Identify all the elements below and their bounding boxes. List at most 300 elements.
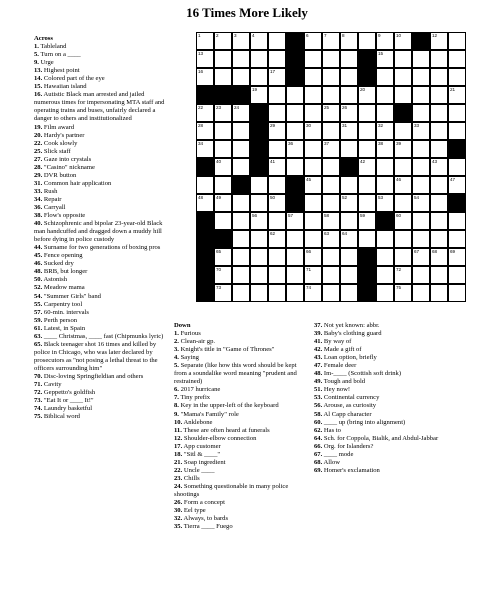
clue-text: ____ up (bring into alignment): [323, 418, 406, 426]
cell-number: 36: [288, 141, 294, 146]
clue-number: 74.: [34, 405, 43, 413]
grid-block: [196, 266, 214, 284]
cell-number: 3: [234, 33, 237, 38]
clue-item: [34, 397, 170, 405]
grid-cell[interactable]: [322, 104, 340, 122]
clue-number: 28.: [34, 163, 43, 171]
grid-cell[interactable]: [322, 248, 340, 266]
grid-cell[interactable]: [430, 122, 448, 140]
grid-cell[interactable]: [448, 266, 466, 284]
grid-cell[interactable]: [358, 212, 376, 230]
clue-number: 25.: [34, 147, 43, 155]
grid-cell[interactable]: [340, 212, 358, 230]
cell-number: 73: [216, 285, 222, 290]
grid-cell[interactable]: [286, 104, 304, 122]
grid-cell[interactable]: [322, 212, 340, 230]
grid-cell[interactable]: [376, 122, 394, 140]
clue-number: 48.: [34, 268, 43, 276]
clue-number: 40.: [34, 220, 43, 228]
grid-cell[interactable]: [286, 284, 304, 302]
grid-cell[interactable]: [322, 68, 340, 86]
grid-cell[interactable]: [268, 176, 286, 194]
grid-cell[interactable]: [430, 68, 448, 86]
grid-cell[interactable]: [250, 176, 268, 194]
cell-number: 39: [396, 141, 402, 146]
clue-number: 29.: [34, 171, 43, 179]
grid-cell[interactable]: [358, 176, 376, 194]
clue-item: [34, 156, 170, 164]
grid-cell[interactable]: [322, 32, 340, 50]
grid-cell[interactable]: [412, 104, 430, 122]
cell-number: 6: [306, 33, 309, 38]
grid-cell[interactable]: [286, 140, 304, 158]
grid-cell[interactable]: [214, 176, 232, 194]
grid-cell[interactable]: [268, 104, 286, 122]
grid-cell[interactable]: [448, 104, 466, 122]
clue-text: Surname for two generations of boxing pros: [43, 244, 161, 252]
grid-cell[interactable]: [232, 32, 250, 50]
grid-cell[interactable]: [376, 140, 394, 158]
clue-number: 73.: [34, 397, 43, 405]
grid-cell[interactable]: [322, 194, 340, 212]
clue-number: 20.: [34, 131, 43, 139]
cell-number: 54: [414, 195, 420, 200]
grid-cell[interactable]: [304, 68, 322, 86]
clue-text: Im-____ (Scottish soft drink): [323, 370, 402, 378]
grid-cell[interactable]: [376, 266, 394, 284]
grid-cell[interactable]: [376, 104, 394, 122]
grid-cell[interactable]: [268, 86, 286, 104]
clue-item: [314, 354, 462, 362]
clue-number: 60.: [314, 418, 323, 426]
grid-cell[interactable]: [340, 50, 358, 68]
grid-cell[interactable]: [412, 158, 430, 176]
grid-block: [358, 266, 376, 284]
grid-cell[interactable]: [448, 158, 466, 176]
grid-cell[interactable]: [286, 158, 304, 176]
grid-cell[interactable]: [214, 104, 232, 122]
clue-item: [34, 59, 170, 67]
grid-cell[interactable]: [412, 122, 430, 140]
grid-cell[interactable]: [448, 248, 466, 266]
grid-cell[interactable]: [304, 32, 322, 50]
grid-cell[interactable]: [394, 284, 412, 302]
grid-cell[interactable]: [304, 158, 322, 176]
grid-cell[interactable]: [196, 194, 214, 212]
grid-cell[interactable]: [412, 212, 430, 230]
clue-number: 37.: [314, 322, 323, 329]
grid-cell[interactable]: [394, 248, 412, 266]
grid-cell[interactable]: [214, 68, 232, 86]
grid-cell[interactable]: [232, 158, 250, 176]
grid-cell[interactable]: [394, 140, 412, 158]
grid-cell[interactable]: [250, 68, 268, 86]
grid-cell[interactable]: [304, 230, 322, 248]
grid-block: [412, 32, 430, 50]
grid-cell[interactable]: [196, 176, 214, 194]
clue-text: Perth person: [43, 316, 78, 324]
grid-block: [358, 284, 376, 302]
clue-item: [314, 419, 462, 427]
clue-text: Always, to bards: [183, 515, 229, 523]
grid-cell[interactable]: [430, 158, 448, 176]
clue-item: [174, 451, 310, 459]
clue-item: [314, 451, 462, 459]
grid-cell[interactable]: [250, 230, 268, 248]
grid-cell[interactable]: [268, 284, 286, 302]
grid-cell[interactable]: [304, 248, 322, 266]
grid-cell[interactable]: [196, 140, 214, 158]
grid-cell[interactable]: [412, 50, 430, 68]
grid-cell[interactable]: [304, 122, 322, 140]
clue-item: [34, 317, 170, 325]
clue-text: Carpentry tool: [43, 300, 83, 308]
grid-cell[interactable]: [394, 122, 412, 140]
clue-number: 9.: [34, 59, 39, 67]
grid-cell[interactable]: [232, 68, 250, 86]
grid-block: [214, 86, 232, 104]
grid-cell[interactable]: [340, 32, 358, 50]
grid-cell[interactable]: [448, 284, 466, 302]
grid-cell[interactable]: [412, 86, 430, 104]
grid-cell[interactable]: [196, 50, 214, 68]
grid-cell[interactable]: [232, 50, 250, 68]
cell-number: 43: [432, 159, 438, 164]
grid-cell[interactable]: [340, 230, 358, 248]
grid-cell[interactable]: [268, 212, 286, 230]
grid-cell[interactable]: [250, 212, 268, 230]
grid-cell[interactable]: [286, 248, 304, 266]
grid-cell[interactable]: [358, 122, 376, 140]
cell-number: 58: [324, 213, 330, 218]
clue-item: [34, 252, 170, 260]
clue-number: 6.: [174, 386, 179, 394]
grid-cell[interactable]: [214, 284, 232, 302]
cell-number: 23: [216, 105, 222, 110]
grid-cell[interactable]: [322, 158, 340, 176]
grid-cell[interactable]: [232, 248, 250, 266]
grid-cell[interactable]: [286, 266, 304, 284]
grid-cell[interactable]: [376, 194, 394, 212]
grid-cell[interactable]: [268, 230, 286, 248]
grid-cell[interactable]: [196, 32, 214, 50]
cell-number: 28: [198, 123, 204, 128]
grid-cell[interactable]: [214, 194, 232, 212]
grid-cell[interactable]: [430, 140, 448, 158]
clue-number: 52.: [34, 284, 43, 292]
grid-cell[interactable]: [232, 140, 250, 158]
grid-cell[interactable]: [412, 176, 430, 194]
grid-cell[interactable]: [214, 266, 232, 284]
grid-cell[interactable]: [358, 158, 376, 176]
clue-number: 31.: [34, 179, 43, 187]
grid-cell[interactable]: [394, 158, 412, 176]
grid-block: [232, 86, 250, 104]
grid-cell[interactable]: [322, 50, 340, 68]
cell-number: 50: [270, 195, 276, 200]
clue-item: [314, 346, 462, 354]
clue-text: Meadow mama: [43, 284, 85, 292]
clue-number: 26.: [174, 499, 183, 507]
grid-cell[interactable]: [412, 230, 430, 248]
clue-number: 50.: [34, 276, 43, 284]
grid-cell[interactable]: [322, 122, 340, 140]
clue-text: Continental currency: [323, 394, 380, 402]
clue-item: [34, 132, 170, 140]
grid-cell[interactable]: [394, 50, 412, 68]
grid-cell[interactable]: [196, 104, 214, 122]
grid-cell[interactable]: [412, 194, 430, 212]
clue-number: 12.: [174, 434, 183, 442]
grid-cell[interactable]: [196, 68, 214, 86]
clue-number: 21.: [174, 458, 183, 466]
grid-cell[interactable]: [268, 194, 286, 212]
grid-cell[interactable]: [448, 176, 466, 194]
clue-text: BRB, but longer: [43, 268, 88, 276]
down-clues-continued: [314, 322, 462, 475]
grid-cell[interactable]: [430, 230, 448, 248]
clue-text: These are often heard at funerals: [183, 426, 270, 434]
clue-number: 41.: [314, 338, 323, 346]
cell-number: 67: [414, 249, 420, 254]
grid-cell[interactable]: [358, 104, 376, 122]
grid-cell[interactable]: [232, 230, 250, 248]
grid-block: [196, 230, 214, 248]
grid-cell[interactable]: [448, 86, 466, 104]
grid-cell[interactable]: [358, 194, 376, 212]
grid-cell[interactable]: [322, 284, 340, 302]
grid-cell[interactable]: [322, 176, 340, 194]
grid-cell[interactable]: [232, 194, 250, 212]
clue-item: [174, 346, 310, 354]
grid-cell[interactable]: [448, 212, 466, 230]
clue-item: [34, 164, 170, 172]
grid-cell[interactable]: [430, 194, 448, 212]
clue-item: [174, 427, 310, 435]
clue-number: 69.: [314, 466, 323, 474]
grid-cell[interactable]: [448, 32, 466, 50]
clue-item: [34, 309, 170, 317]
grid-cell[interactable]: [232, 212, 250, 230]
grid-cell[interactable]: [394, 194, 412, 212]
grid-cell[interactable]: [268, 50, 286, 68]
grid-cell[interactable]: [304, 140, 322, 158]
grid-cell[interactable]: [376, 158, 394, 176]
grid-cell[interactable]: [214, 158, 232, 176]
clue-item: [314, 322, 462, 330]
grid-cell[interactable]: [394, 176, 412, 194]
grid-cell[interactable]: [394, 68, 412, 86]
cell-number: 71: [306, 267, 312, 272]
clue-number: 46.: [34, 260, 43, 268]
grid-cell[interactable]: [340, 176, 358, 194]
grid-cell[interactable]: [448, 230, 466, 248]
clue-number: 19.: [34, 123, 43, 131]
clue-text: Flow's opposite: [43, 212, 86, 220]
grid-cell[interactable]: [304, 86, 322, 104]
grid-cell[interactable]: [286, 86, 304, 104]
grid-cell[interactable]: [268, 32, 286, 50]
grid-cell[interactable]: [340, 284, 358, 302]
grid-cell[interactable]: [376, 86, 394, 104]
grid-cell[interactable]: [304, 104, 322, 122]
grid-cell[interactable]: [286, 122, 304, 140]
clue-item: [34, 381, 170, 389]
grid-cell[interactable]: [250, 86, 268, 104]
grid-cell[interactable]: [430, 50, 448, 68]
grid-cell[interactable]: [268, 68, 286, 86]
clue-number: 49.: [314, 378, 323, 386]
grid-cell[interactable]: [412, 140, 430, 158]
clue-number: 23.: [174, 474, 183, 482]
clue-text: Furious: [180, 330, 201, 338]
grid-cell[interactable]: [376, 68, 394, 86]
grid-cell[interactable]: [448, 68, 466, 86]
grid-cell[interactable]: [376, 230, 394, 248]
grid-cell[interactable]: [214, 50, 232, 68]
cell-number: 29: [270, 123, 276, 128]
clue-number: 55.: [34, 300, 43, 308]
cell-number: 60: [396, 213, 402, 218]
cell-number: 9: [378, 33, 381, 38]
grid-cell[interactable]: [304, 284, 322, 302]
grid-cell[interactable]: [340, 86, 358, 104]
grid-cell[interactable]: [430, 86, 448, 104]
grid-cell[interactable]: [394, 32, 412, 50]
grid-cell[interactable]: [394, 266, 412, 284]
grid-cell[interactable]: [430, 248, 448, 266]
grid-cell[interactable]: [214, 248, 232, 266]
grid-cell[interactable]: [412, 266, 430, 284]
grid-cell[interactable]: [340, 248, 358, 266]
grid-cell[interactable]: [340, 266, 358, 284]
across-clue-list: [34, 43, 170, 421]
clue-item: [314, 394, 462, 402]
clue-item: [34, 284, 170, 292]
grid-cell[interactable]: [340, 122, 358, 140]
grid-cell[interactable]: [394, 212, 412, 230]
grid-cell[interactable]: [250, 248, 268, 266]
grid-cell[interactable]: [196, 122, 214, 140]
grid-cell[interactable]: [430, 284, 448, 302]
grid-cell[interactable]: [448, 50, 466, 68]
clue-text: Eel type: [183, 507, 206, 515]
grid-cell[interactable]: [286, 212, 304, 230]
grid-cell[interactable]: [304, 212, 322, 230]
grid-cell[interactable]: [304, 50, 322, 68]
grid-cell[interactable]: [412, 248, 430, 266]
clue-number: 32.: [174, 515, 183, 523]
clue-text: DVR button: [43, 171, 77, 179]
grid-cell[interactable]: [430, 266, 448, 284]
grid-cell[interactable]: [214, 140, 232, 158]
grid-cell[interactable]: [376, 32, 394, 50]
grid-cell[interactable]: [232, 122, 250, 140]
grid-cell[interactable]: [430, 104, 448, 122]
grid-block: [448, 140, 466, 158]
grid-cell[interactable]: [322, 140, 340, 158]
grid-cell[interactable]: [268, 266, 286, 284]
clue-text: Al Capp character: [323, 410, 372, 418]
grid-cell[interactable]: [322, 266, 340, 284]
grid-cell[interactable]: [358, 32, 376, 50]
grid-cell[interactable]: [430, 212, 448, 230]
grid-cell[interactable]: [430, 32, 448, 50]
grid-cell[interactable]: [268, 122, 286, 140]
grid-cell[interactable]: [340, 104, 358, 122]
grid-cell[interactable]: [268, 248, 286, 266]
clue-number: 13.: [34, 67, 43, 75]
grid-cell[interactable]: [250, 32, 268, 50]
grid-cell[interactable]: [250, 50, 268, 68]
grid-cell[interactable]: [340, 140, 358, 158]
clue-text: Tableland: [40, 43, 67, 51]
clue-item: [34, 268, 170, 276]
grid-cell[interactable]: [232, 284, 250, 302]
grid-cell[interactable]: [304, 194, 322, 212]
grid-cell[interactable]: [304, 266, 322, 284]
grid-cell[interactable]: [340, 68, 358, 86]
grid-cell[interactable]: [358, 86, 376, 104]
grid-cell[interactable]: [214, 32, 232, 50]
grid-cell[interactable]: [412, 284, 430, 302]
clue-text: Latest, in Spain: [43, 324, 86, 332]
grid-cell[interactable]: [376, 50, 394, 68]
grid-cell[interactable]: [268, 158, 286, 176]
grid-cell[interactable]: [394, 86, 412, 104]
grid-cell[interactable]: [304, 176, 322, 194]
grid-cell[interactable]: [322, 230, 340, 248]
grid-cell[interactable]: [232, 104, 250, 122]
grid-cell[interactable]: [358, 230, 376, 248]
grid-cell[interactable]: [358, 140, 376, 158]
grid-cell[interactable]: [376, 176, 394, 194]
grid-cell[interactable]: [340, 194, 358, 212]
grid-cell[interactable]: [214, 122, 232, 140]
grid-cell[interactable]: [250, 284, 268, 302]
clue-text: Common hair application: [43, 179, 112, 187]
grid-cell[interactable]: [376, 284, 394, 302]
clue-item: [174, 354, 310, 362]
clue-text: Astonish: [43, 276, 67, 284]
cell-number: 31: [342, 123, 348, 128]
cell-number: 4: [252, 33, 255, 38]
grid-cell[interactable]: [394, 230, 412, 248]
cell-number: 20: [360, 87, 366, 92]
grid-cell[interactable]: [250, 194, 268, 212]
grid-block: [358, 68, 376, 86]
grid-cell[interactable]: [376, 248, 394, 266]
grid-cell[interactable]: [322, 86, 340, 104]
cell-number: 48: [198, 195, 204, 200]
clue-number: 27.: [34, 155, 43, 163]
grid-cell[interactable]: [214, 212, 232, 230]
grid-cell[interactable]: [412, 68, 430, 86]
clue-text: ____ mode: [323, 450, 354, 458]
clue-item: [34, 413, 170, 421]
clue-number: 24.: [174, 482, 183, 490]
grid-cell[interactable]: [268, 140, 286, 158]
grid-cell[interactable]: [250, 266, 268, 284]
cell-number: 72: [396, 267, 402, 272]
clue-number: 16.: [34, 91, 43, 99]
grid-cell[interactable]: [448, 122, 466, 140]
grid-block: [250, 122, 268, 140]
grid-cell[interactable]: [232, 266, 250, 284]
grid-cell[interactable]: [286, 230, 304, 248]
grid-cell[interactable]: [430, 176, 448, 194]
clue-item: [34, 172, 170, 180]
